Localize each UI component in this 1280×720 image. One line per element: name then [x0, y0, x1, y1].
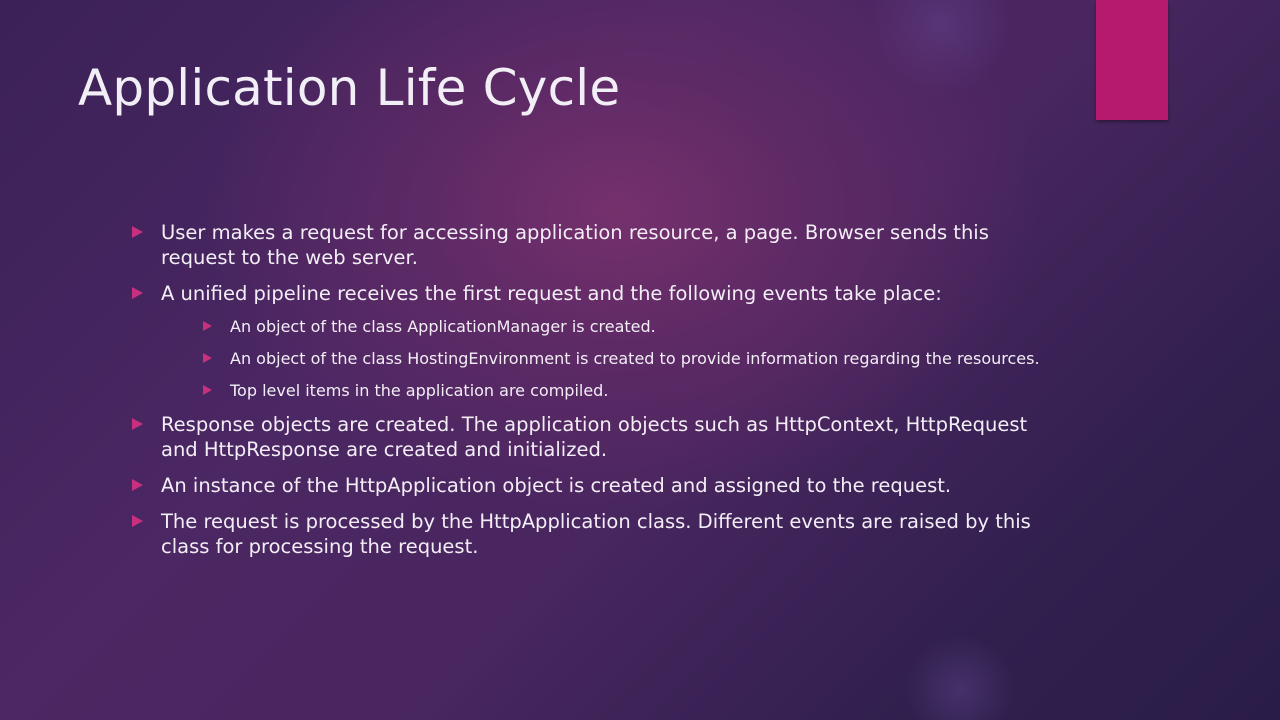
list-item-text: An instance of the HttpApplication object is created and assigned to the request.: [161, 474, 952, 497]
list-item: [132, 281, 1062, 401]
slide-body: [132, 220, 1062, 570]
triangle-bullet-icon: [132, 226, 143, 238]
sub-list-item: [203, 316, 1062, 337]
sub-list-item-text: An object of the class ApplicationManager is created.: [230, 317, 656, 336]
list-item-text: Response objects are created. The application objects such as HttpContext, HttpRequest and HttpResponse are created and initialized.: [161, 413, 1028, 461]
triangle-bullet-icon: [132, 479, 143, 491]
triangle-bullet-icon: [132, 287, 143, 299]
list-item-text: User makes a request for accessing application resource, a page. Browser sends this request to the web server.: [161, 221, 989, 269]
triangle-bullet-icon: [132, 418, 143, 430]
sub-list-item-text: An object of the class HostingEnvironment is created to provide information regarding the resources.: [230, 349, 1040, 368]
sub-list-item: [203, 380, 1062, 401]
triangle-bullet-icon: [132, 515, 143, 527]
triangle-bullet-icon: [203, 353, 212, 363]
triangle-bullet-icon: [203, 385, 212, 395]
list-item: [132, 509, 1062, 559]
accent-bar: [1096, 0, 1168, 120]
list-item: [132, 473, 1062, 498]
list-item: [132, 412, 1062, 462]
bullet-list: [132, 220, 1062, 559]
list-item-text: A unified pipeline receives the first request and the following events take place:: [161, 282, 942, 305]
list-item-text: The request is processed by the HttpApplication class. Different events are raised by this class for processing the request.: [161, 510, 1031, 558]
sub-bullet-list: [161, 316, 1062, 401]
sub-list-item: [203, 348, 1062, 369]
slide-title: Application Life Cycle: [78, 59, 621, 117]
triangle-bullet-icon: [203, 321, 212, 331]
sub-list-item-text: Top level items in the application are compiled.: [230, 381, 609, 400]
list-item: [132, 220, 1062, 270]
